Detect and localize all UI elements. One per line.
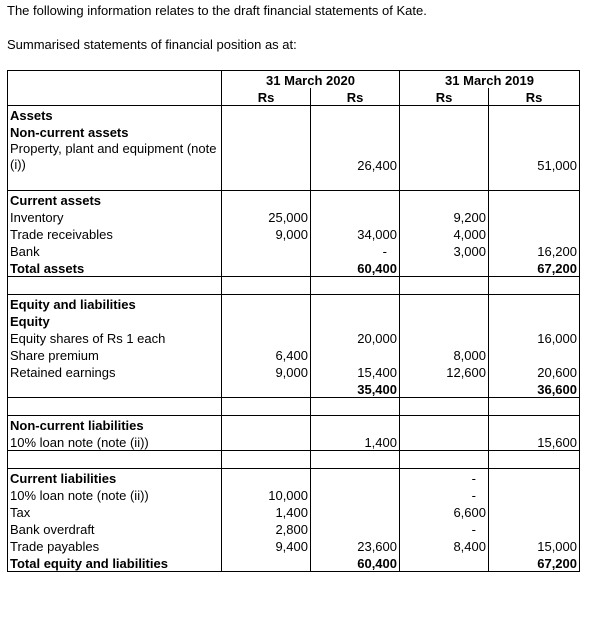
table-row — [8, 312, 580, 329]
value-cell-c4: 15,000 — [489, 537, 580, 554]
value-cell-c2 — [311, 106, 400, 124]
row-label: Property, plant and equipment (note (i)) — [8, 140, 222, 173]
value-cell-c4 — [489, 346, 580, 363]
row-label: 10% loan note (note (ii)) — [8, 486, 222, 503]
value-cell-c3 — [400, 312, 489, 329]
value-cell-c1 — [222, 451, 311, 469]
table-row — [8, 242, 580, 259]
value-cell-c2 — [311, 208, 400, 225]
table-row — [8, 346, 580, 363]
value-cell-c4: 36,600 — [489, 380, 580, 398]
value-cell-c3: - — [400, 469, 489, 487]
row-label — [8, 277, 222, 295]
value-cell-c3: - — [400, 520, 489, 537]
value-cell-c2 — [311, 469, 400, 487]
row-label: Tax — [8, 503, 222, 520]
row-label: Total assets — [8, 259, 222, 277]
year-2019-header: 31 March 2019 — [400, 71, 580, 89]
value-cell-c3: 4,000 — [400, 225, 489, 242]
value-cell-c1: 9,000 — [222, 363, 311, 380]
value-cell-c3 — [400, 140, 489, 173]
value-cell-c3 — [400, 380, 489, 398]
value-cell-c4 — [489, 173, 580, 191]
year-header-row — [8, 71, 580, 89]
value-cell-c3: 8,400 — [400, 537, 489, 554]
table-row — [8, 486, 580, 503]
value-cell-c2: - — [311, 242, 400, 259]
header-blank — [8, 88, 222, 106]
value-cell-c1 — [222, 329, 311, 346]
table-row — [8, 469, 580, 487]
value-cell-c1: 25,000 — [222, 208, 311, 225]
value-cell-c1: 10,000 — [222, 486, 311, 503]
value-cell-c2 — [311, 277, 400, 295]
value-cell-c3 — [400, 433, 489, 451]
value-cell-c4 — [489, 106, 580, 124]
value-cell-c1 — [222, 123, 311, 140]
value-cell-c1: 1,400 — [222, 503, 311, 520]
value-cell-c4 — [489, 451, 580, 469]
value-cell-c1: 2,800 — [222, 520, 311, 537]
value-cell-c1 — [222, 312, 311, 329]
value-cell-c3: 9,200 — [400, 208, 489, 225]
unit-header: Rs — [311, 88, 400, 106]
row-label — [8, 398, 222, 416]
value-cell-c1 — [222, 398, 311, 416]
row-label: Equity shares of Rs 1 each — [8, 329, 222, 346]
value-cell-c1 — [222, 191, 311, 209]
value-cell-c2 — [311, 486, 400, 503]
value-cell-c2 — [311, 398, 400, 416]
table-row — [8, 537, 580, 554]
intro-text: The following information relates to the draft financial statements of Kate. — [7, 3, 427, 18]
value-cell-c2: 60,400 — [311, 259, 400, 277]
value-cell-c4 — [489, 191, 580, 209]
value-cell-c1 — [222, 106, 311, 124]
value-cell-c2: 20,000 — [311, 329, 400, 346]
table-row — [8, 503, 580, 520]
value-cell-c2: 23,600 — [311, 537, 400, 554]
value-cell-c4: 67,200 — [489, 259, 580, 277]
table-row — [8, 140, 580, 173]
value-cell-c2: 1,400 — [311, 433, 400, 451]
value-cell-c4 — [489, 123, 580, 140]
row-label: Current liabilities — [8, 469, 222, 487]
row-label: Trade receivables — [8, 225, 222, 242]
table-row — [8, 433, 580, 451]
table-row — [8, 329, 580, 346]
value-cell-c3 — [400, 295, 489, 313]
value-cell-c2 — [311, 416, 400, 434]
value-cell-c4: 16,200 — [489, 242, 580, 259]
table-row — [8, 398, 580, 416]
row-label — [8, 451, 222, 469]
table-row — [8, 363, 580, 380]
value-cell-c4 — [489, 503, 580, 520]
unit-header: Rs — [489, 88, 580, 106]
value-cell-c4 — [489, 398, 580, 416]
value-cell-c4 — [489, 295, 580, 313]
value-cell-c4 — [489, 312, 580, 329]
unit-header: Rs — [222, 88, 311, 106]
value-cell-c4 — [489, 225, 580, 242]
value-cell-c4 — [489, 208, 580, 225]
value-cell-c1: 9,000 — [222, 225, 311, 242]
row-label: 10% loan note (note (ii)) — [8, 433, 222, 451]
value-cell-c3: 12,600 — [400, 363, 489, 380]
value-cell-c4 — [489, 277, 580, 295]
value-cell-c3 — [400, 106, 489, 124]
value-cell-c2 — [311, 503, 400, 520]
table-row — [8, 554, 580, 572]
table-row — [8, 106, 580, 124]
value-cell-c2 — [311, 520, 400, 537]
value-cell-c3 — [400, 259, 489, 277]
value-cell-c3: 8,000 — [400, 346, 489, 363]
row-label: Inventory — [8, 208, 222, 225]
value-cell-c3 — [400, 416, 489, 434]
value-cell-c3: 6,600 — [400, 503, 489, 520]
value-cell-c1 — [222, 295, 311, 313]
statement-caption: Summarised statements of financial position as at: — [7, 37, 297, 52]
value-cell-c3 — [400, 277, 489, 295]
value-cell-c2 — [311, 123, 400, 140]
value-cell-c3 — [400, 123, 489, 140]
value-cell-c2 — [311, 346, 400, 363]
value-cell-c4: 16,000 — [489, 329, 580, 346]
table-row — [8, 416, 580, 434]
row-label: Non-current liabilities — [8, 416, 222, 434]
row-label: Bank overdraft — [8, 520, 222, 537]
value-cell-c3 — [400, 173, 489, 191]
table-row — [8, 451, 580, 469]
value-cell-c4: 67,200 — [489, 554, 580, 572]
row-label: Retained earnings — [8, 363, 222, 380]
value-cell-c3 — [400, 191, 489, 209]
value-cell-c1 — [222, 380, 311, 398]
value-cell-c1: 9,400 — [222, 537, 311, 554]
row-label: Trade payables — [8, 537, 222, 554]
value-cell-c2 — [311, 295, 400, 313]
value-cell-c3 — [400, 329, 489, 346]
value-cell-c1 — [222, 259, 311, 277]
value-cell-c4 — [489, 416, 580, 434]
value-cell-c1: 6,400 — [222, 346, 311, 363]
value-cell-c1 — [222, 554, 311, 572]
financial-position-table — [7, 70, 580, 572]
row-label — [8, 173, 222, 191]
value-cell-c2 — [311, 173, 400, 191]
value-cell-c1 — [222, 277, 311, 295]
table-row — [8, 173, 580, 191]
value-cell-c3 — [400, 554, 489, 572]
table-row — [8, 520, 580, 537]
value-cell-c2: 35,400 — [311, 380, 400, 398]
value-cell-c1 — [222, 242, 311, 259]
table-row — [8, 259, 580, 277]
value-cell-c4: 15,600 — [489, 433, 580, 451]
value-cell-c3: 3,000 — [400, 242, 489, 259]
value-cell-c2: 60,400 — [311, 554, 400, 572]
table-row — [8, 123, 580, 140]
row-label: Non-current assets — [8, 123, 222, 140]
row-label: Assets — [8, 106, 222, 124]
value-cell-c3: - — [400, 486, 489, 503]
value-cell-c1 — [222, 140, 311, 173]
value-cell-c4: 20,600 — [489, 363, 580, 380]
value-cell-c4 — [489, 486, 580, 503]
row-label: Bank — [8, 242, 222, 259]
value-cell-c1 — [222, 416, 311, 434]
row-label: Equity — [8, 312, 222, 329]
value-cell-c3 — [400, 451, 489, 469]
value-cell-c2 — [311, 312, 400, 329]
unit-header-row — [8, 88, 580, 106]
table-row — [8, 208, 580, 225]
value-cell-c2: 26,400 — [311, 140, 400, 173]
row-label: Equity and liabilities — [8, 295, 222, 313]
table-row — [8, 191, 580, 209]
value-cell-c4 — [489, 469, 580, 487]
value-cell-c2: 34,000 — [311, 225, 400, 242]
row-label: Current assets — [8, 191, 222, 209]
table-row — [8, 277, 580, 295]
table-row — [8, 225, 580, 242]
value-cell-c2 — [311, 451, 400, 469]
header-blank — [8, 71, 222, 89]
value-cell-c1 — [222, 469, 311, 487]
value-cell-c2: 15,400 — [311, 363, 400, 380]
table-row — [8, 380, 580, 398]
year-2020-header: 31 March 2020 — [222, 71, 400, 89]
value-cell-c1 — [222, 433, 311, 451]
unit-header: Rs — [400, 88, 489, 106]
value-cell-c2 — [311, 191, 400, 209]
value-cell-c3 — [400, 398, 489, 416]
value-cell-c1 — [222, 173, 311, 191]
row-label: Share premium — [8, 346, 222, 363]
row-label: Total equity and liabilities — [8, 554, 222, 572]
value-cell-c4 — [489, 520, 580, 537]
row-label — [8, 380, 222, 398]
table-row — [8, 295, 580, 313]
value-cell-c4: 51,000 — [489, 140, 580, 173]
